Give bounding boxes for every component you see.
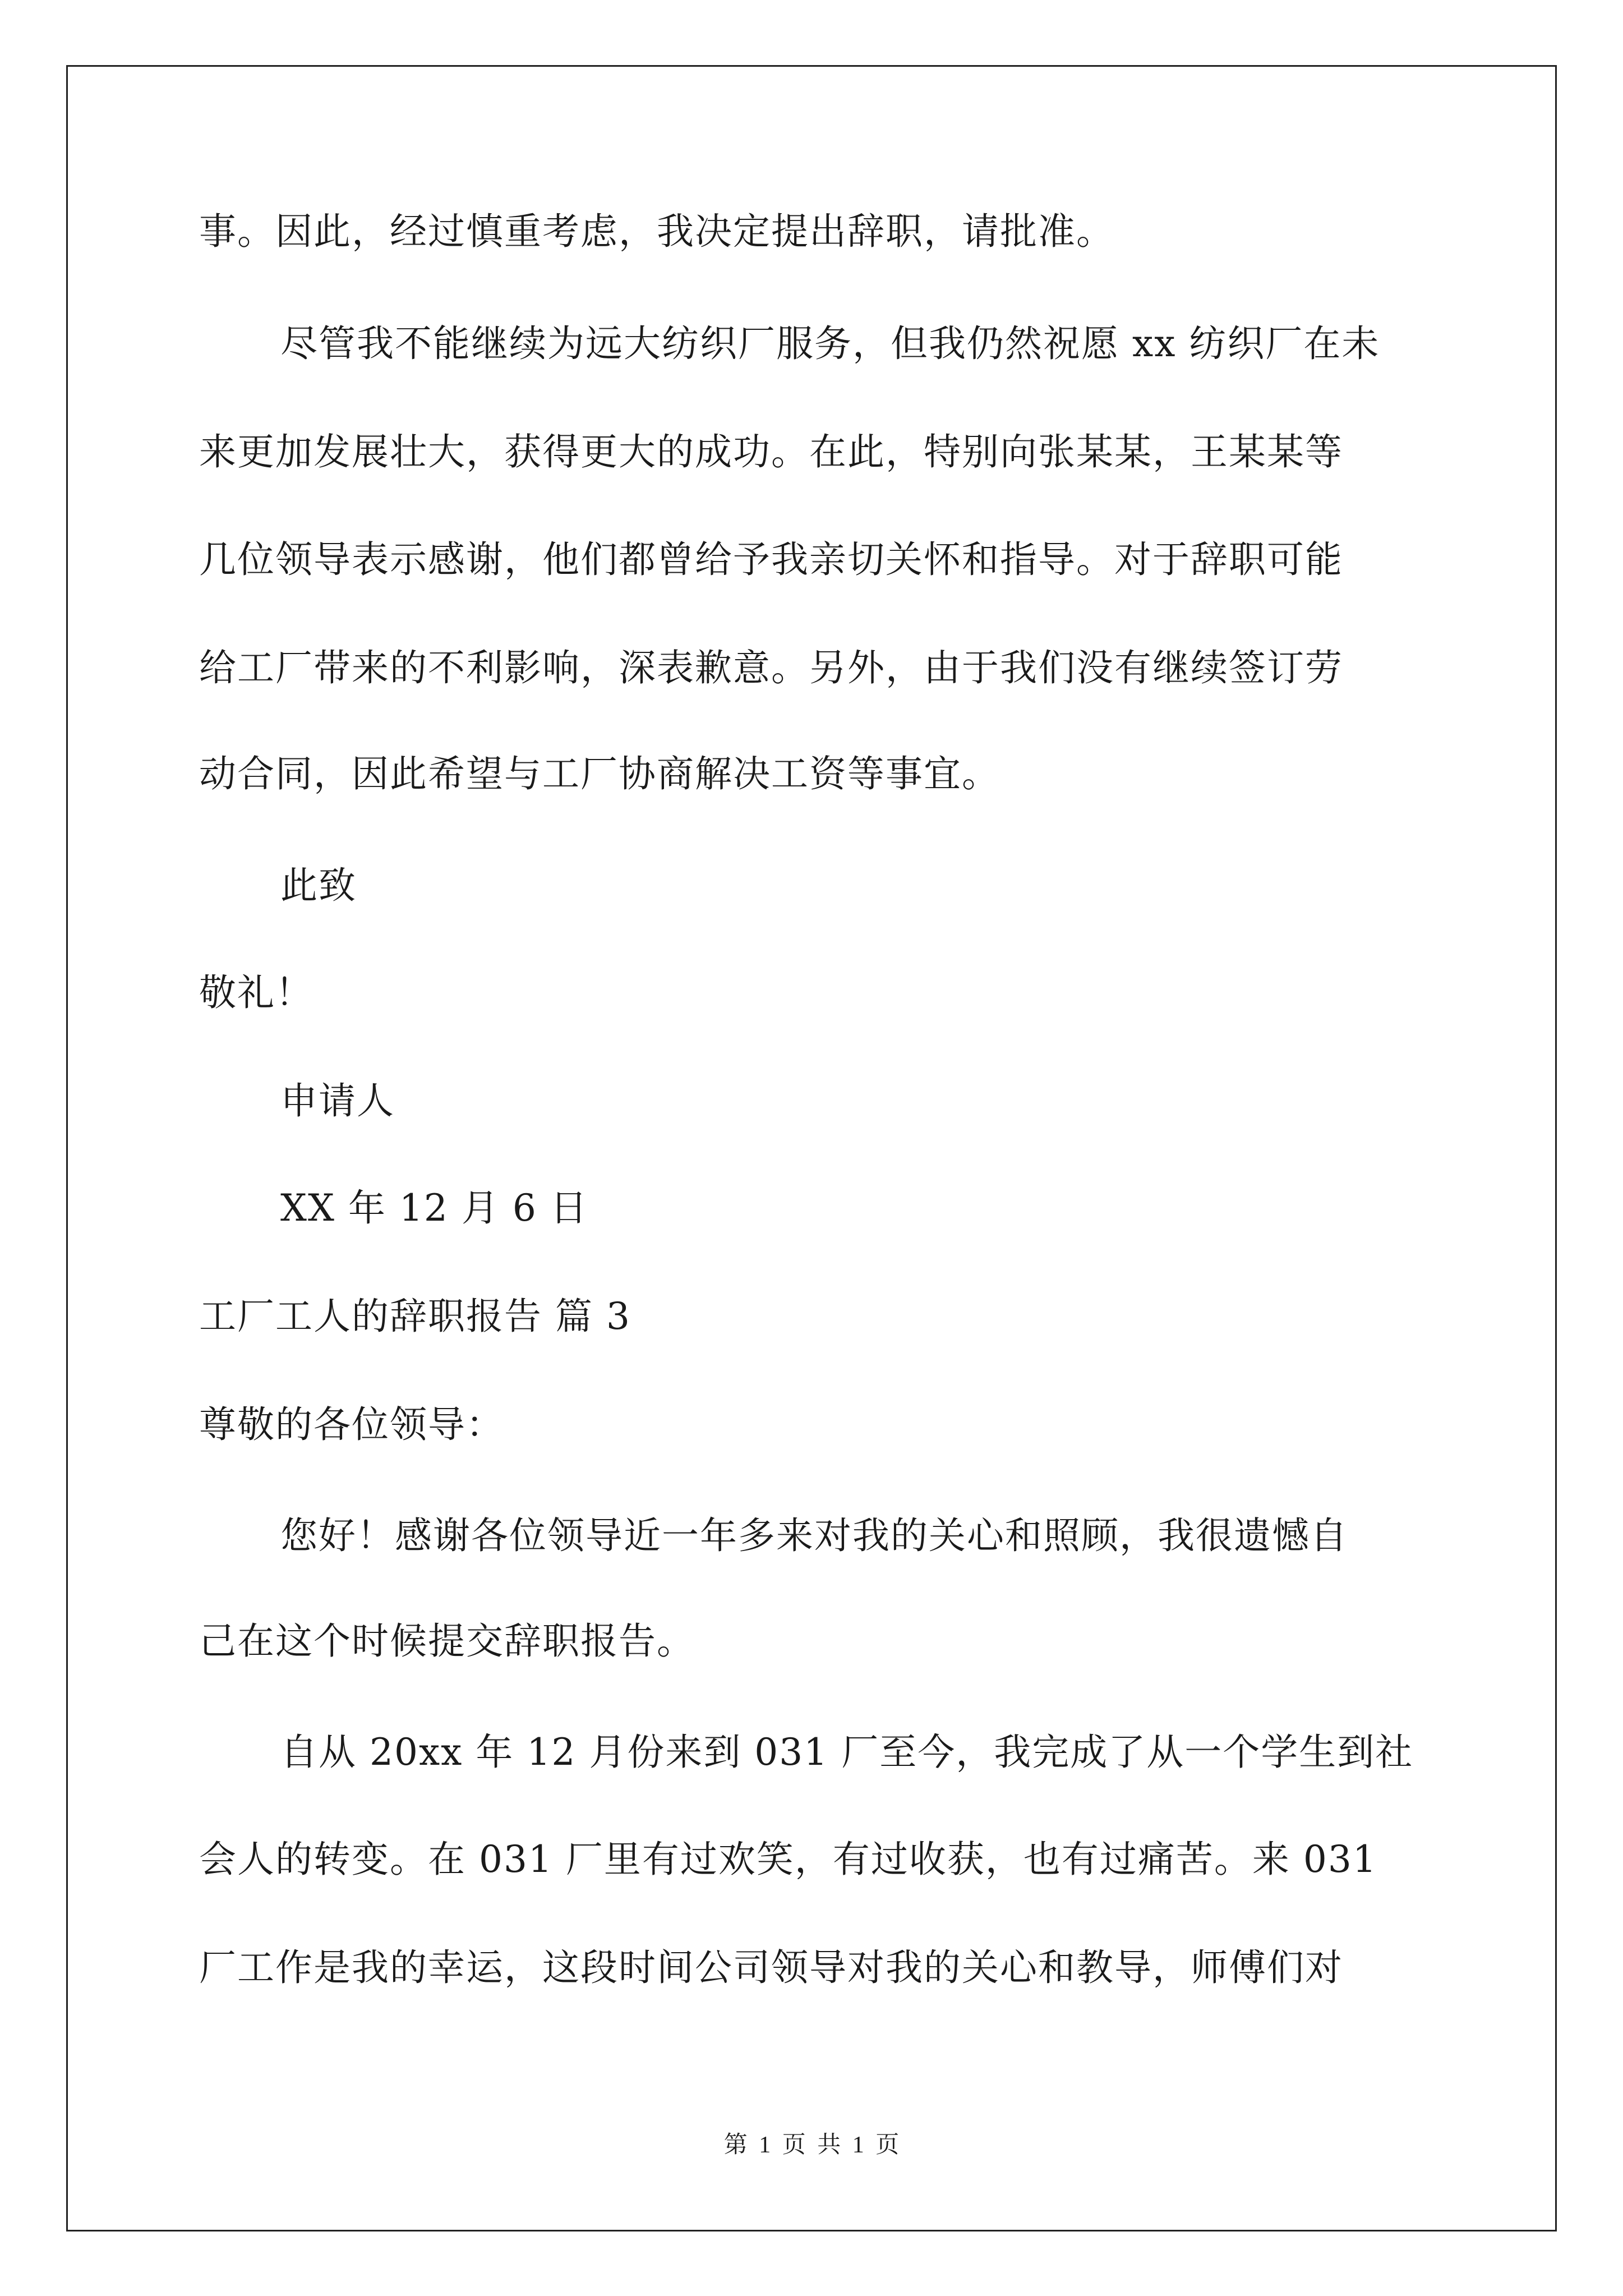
paragraph-line: 您好！感谢各位领导近一年多来对我的关心和照顾，我很遗憾自 [280, 1514, 1348, 1557]
applicant-label: 申请人 [280, 1079, 395, 1122]
paragraph-line: 来更加发展壮大，获得更大的成功。在此，特别向张某某，王某某等 [199, 430, 1343, 473]
paragraph-line: 自从 20xx 年 12 月份来到 031 厂至今，我完成了从一个学生到社 [280, 1731, 1414, 1774]
page-border [66, 65, 1557, 2231]
section-heading: 工厂工人的辞职报告 篇 3 [199, 1295, 631, 1338]
salutation-line: 此致 [280, 864, 357, 907]
greeting-line: 尊敬的各位领导： [199, 1403, 504, 1446]
date-line: XX 年 12 月 6 日 [280, 1186, 588, 1230]
page-footer: 第 1 页 共 1 页 [723, 2132, 900, 2158]
closing-line: 敬礼！ [199, 971, 313, 1014]
paragraph-line: 己在这个时候提交辞职报告。 [199, 1619, 695, 1663]
paragraph-line: 会人的转变。在 031 厂里有过欢笑，有过收获，也有过痛苦。来 031 [199, 1838, 1377, 1881]
paragraph-line: 几位领导表示感谢，他们都曾给予我亲切关怀和指导。对于辞职可能 [199, 538, 1343, 581]
paragraph-line: 尽管我不能继续为远大纺织厂服务，但我仍然祝愿 xx 纺织厂在未 [280, 322, 1380, 365]
paragraph-line: 动合同，因此希望与工厂协商解决工资等事宜。 [199, 752, 1000, 795]
paragraph-line: 事。因此，经过慎重考虑，我决定提出辞职，请批准。 [199, 210, 1114, 253]
paragraph-line: 厂工作是我的幸运，这段时间公司领导对我的关心和教导，师傅们对 [199, 1946, 1343, 1989]
paragraph-line: 给工厂带来的不利影响，深表歉意。另外，由于我们没有继续签订劳 [199, 646, 1343, 689]
